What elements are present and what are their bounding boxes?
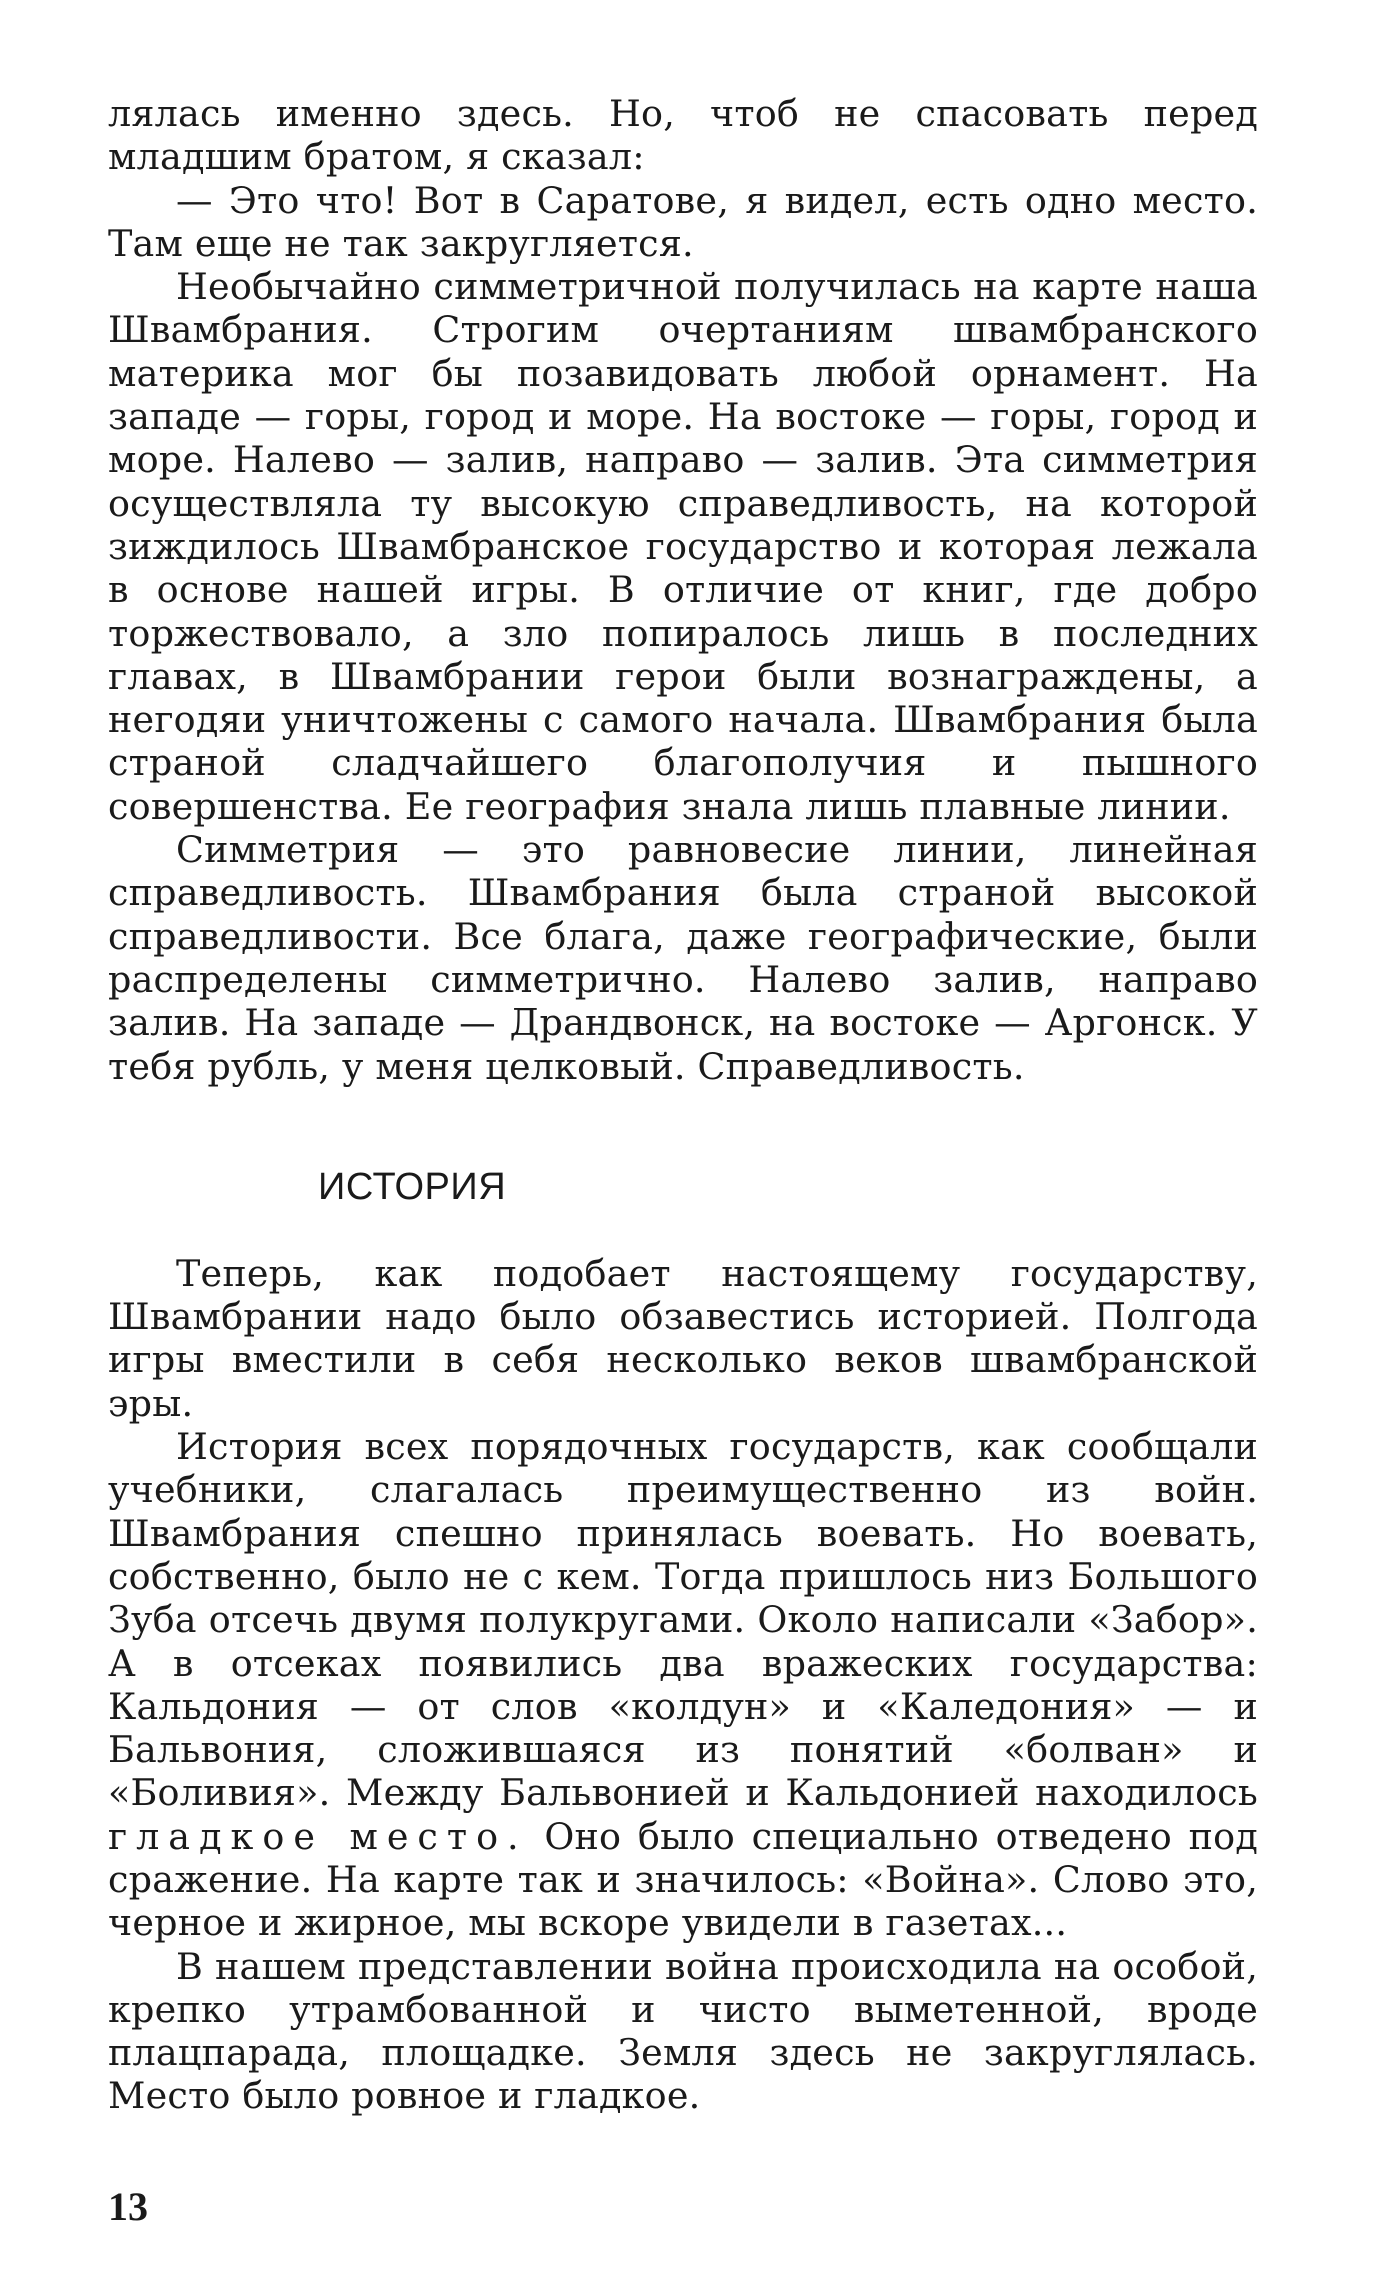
paragraph-justice: Симметрия — это равновесие линии, линейная справедливость. Швамбрания была страной высокой справедливости. Все блага, даже географические, были распределены симметрично. Налево залив, направо залив. На западе — Драндвонск, на востоке — Аргонск. У тебя рубль, у меня целковый. Справедливость. <box>108 828 1258 1088</box>
book-page <box>108 92 1258 2118</box>
paragraph-wars-text-start: История всех порядочных государств, как сообщали учебники, слагалась преимущественно из войн. Швамбрания спешно принялась воевать. Но воевать, собственно, было не с кем. Тогда пришлось низ Большого Зуба отсечь двумя полукругами. Около написали «Забор». А в отсеках появились два вражеских государства: Кальдония — от слов «колдун» и «Каледония» — и Бальвония, сложившаяся из понятий «болван» и «Боливия». Между Бальвонией и Кальдонией находилось <box>108 1425 1258 1815</box>
paragraph-battlefield: В нашем представлении война происходила на особой, крепко утрамбованной и чисто выметенной, вроде плацпарада, площадке. Земля здесь не закруглялась. Место было ровное и гладкое. <box>108 1944 1258 2118</box>
chapter-heading: ИСТОРИЯ <box>318 1165 507 1208</box>
paragraph-dialogue: — Это что! Вот в Саратове, я видел, есть одно место. Там еще не так закругляется. <box>108 178 1258 265</box>
spaced-emphasis: гладкое место. <box>108 1814 528 1858</box>
paragraph-continuation: лялась именно здесь. Но, чтоб не спасовать перед младшим братом, я сказал: <box>108 92 1258 179</box>
paragraph-wars <box>108 1425 1258 1945</box>
paragraph-symmetry: Необычайно симметричной получилась на карте наша Швамбрания. Строгим очертаниям швамбранского материка мог бы позавидовать любой орнамент. На западе — горы, город и море. На востоке — горы, город и море. Налево — залив, направо — залив. Эта симметрия осуществляла ту высокую справедливость, на которой зиждилось Швамбранское государство и которая лежала в основе нашей игры. В отличие от книг, где добро торжествовало, а зло попиралось лишь в последних главах, в Швамбрании герои были вознаграждены, а негодяи уничтожены с самого начала. Швамбрания была страной сладчайшего благополучия и пышного совершенства. Ее география знала лишь плавные линии. <box>108 265 1258 828</box>
page-number: 13 <box>108 2184 148 2229</box>
paragraph-history-intro: Теперь, как подобает настоящему государству, Швамбрании надо было обзавестись историей. Полгода игры вместили в себя несколько веков швамбранской эры. <box>108 1251 1258 1425</box>
paragraph-wars-text-end: Оно было специально отведено под сражение. На карте так и значилось: «Война». Слово это, черное и жирное, мы вскоре увидели в газетах... <box>108 1814 1258 1945</box>
